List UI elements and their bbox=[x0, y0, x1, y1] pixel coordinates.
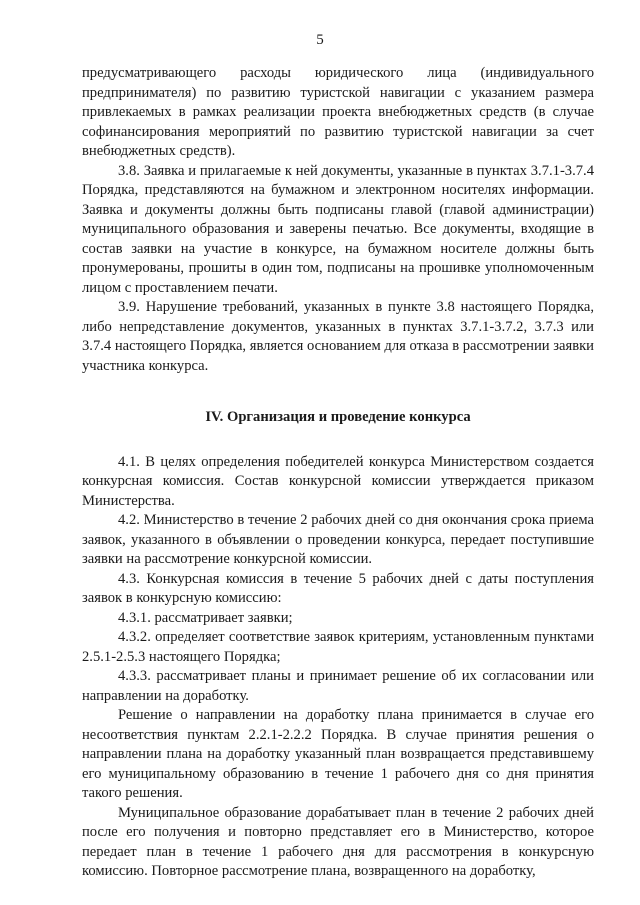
paragraph-4-3: 4.3. Конкурсная комиссия в течение 5 рабочих дней с даты поступления заявок в конкурсную комиссию: bbox=[82, 570, 594, 606]
paragraph-4-3-1: 4.3.1. рассматривает заявки; bbox=[118, 609, 293, 626]
spacer bbox=[82, 376, 594, 408]
paragraph-3-8: 3.8. Заявка и прилагаемые к ней документы, указанные в пунктах 3.7.1-3.7.4 Порядка, представляются на бумажном и электронном носителях информации. Заявка и документы должны быть подписаны главой (главой администрации) муниципального образования и заверены печатью. Все документы, входящие в состав заявки на участие в конкурсе, на бумажном носителе должны быть пронумерованы, прошиты в один том, подписаны на прошивке уполномоченным лицом с проставлением печати. bbox=[82, 162, 594, 296]
paragraph-municipality-revision: Муниципальное образование дорабатывает план в течение 2 рабочих дней после его получения и повторно представляет его в Министерство, которое передает план в течение 1 рабочего дня для рассмотрения в конкурсную комиссию. Повторное рассмотрение плана, возвращенного на доработку, bbox=[82, 804, 594, 879]
paragraph-4-1: 4.1. В целях определения победителей конкурса Министерством создается конкурсная комиссия. Состав конкурсной комиссии утверждается приказом Министерства. bbox=[82, 453, 594, 509]
page-number: 5 bbox=[316, 32, 324, 48]
spacer bbox=[82, 428, 594, 453]
paragraph-3-9: 3.9. Нарушение требований, указанных в пункте 3.8 настоящего Порядка, либо непредставление документов, указанных в пунктах 3.7.1-3.7.2, 3.7.3 или 3.7.4 настоящего Порядка, является основанием для отказа в рассмотрении заявки участника конкурса. bbox=[82, 299, 594, 374]
section-heading: IV. Организация и проведение конкурса bbox=[205, 409, 471, 425]
paragraph-4-3-2: 4.3.2. определяет соответствие заявок критериям, установленным пунктами 2.5.1-2.5.3 настоящего Порядка; bbox=[82, 629, 594, 665]
page-body bbox=[82, 64, 594, 882]
paragraph-revision-decision: Решение о направлении на доработку плана принимается в случае его несоответствия пунктам 2.2.1-2.2.2 Порядка. В случае принятия решения о направлении плана на доработку указанный план возвращается представившему его муниципальному образованию в течение 1 рабочего дня со дня принятия такого решения. bbox=[82, 707, 594, 801]
paragraph-4-2: 4.2. Министерство в течение 2 рабочих дней со дня окончания срока приема заявок, указанного в объявлении о проведении конкурса, передает поступившие заявки на рассмотрение конкурсной комиссии. bbox=[82, 512, 594, 567]
paragraph: предусматривающего расходы юридического лица (индивидуального предпринимателя) по развитию туристской навигации с указанием размера привлекаемых в рамках реализации проекта внебюджетных средств (в случае софинансирования мероприятий по развитию туристской навигации за счет внебюджетных средств). bbox=[82, 65, 594, 159]
paragraph-4-3-3: 4.3.3. рассматривает планы и принимает решение об их согласовании или направлении на доработку. bbox=[82, 668, 594, 704]
